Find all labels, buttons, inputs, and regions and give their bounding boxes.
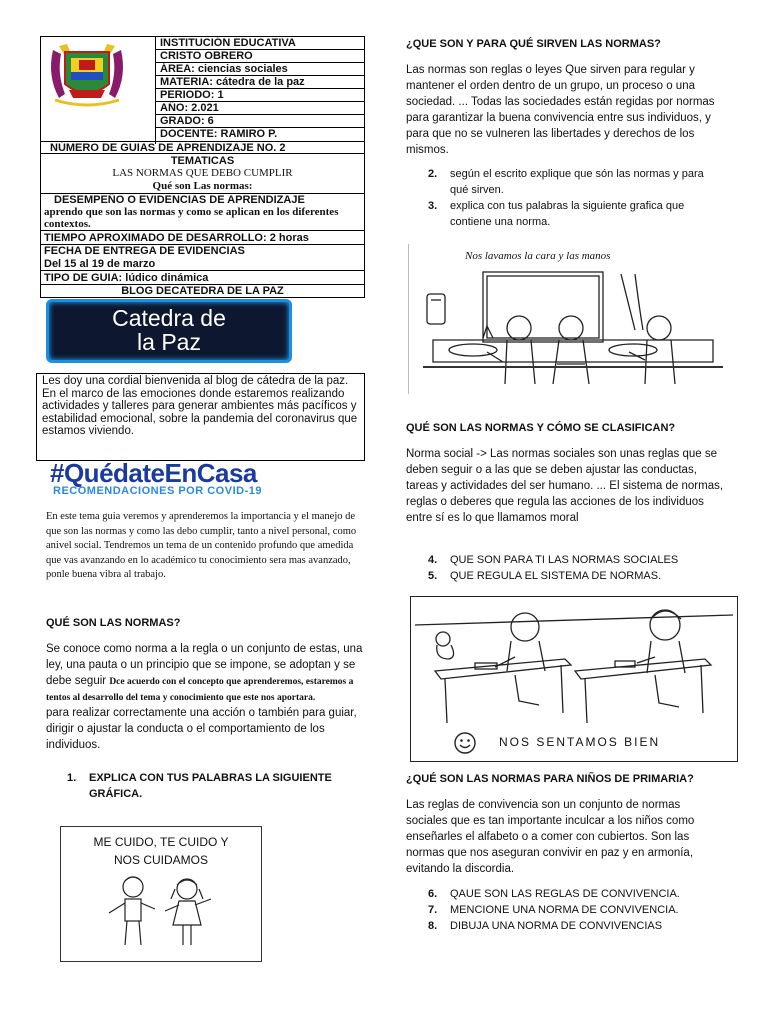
sentamos-image — [410, 596, 738, 762]
sentamos-caption: NOS SENTAMOS BIEN — [499, 735, 661, 749]
right-heading-1: ¿QUE SON Y PARA QUÉ SIRVEN LAS NORMAS? — [406, 38, 661, 50]
question-2: 2. según el escrito explique que són las normas y para qué sirven. — [428, 168, 704, 196]
question-7: 7. MENCIONE UNA NORMA DE CONVIVENCIA. — [428, 904, 679, 916]
catedra-banner — [46, 299, 292, 363]
definition-text: Se conoce como norma a la regla o un conjunto de estas, una ley, una pauta o un principio que se impone, se adoptan y se debe seguir — [46, 643, 363, 687]
tema-2: Qué son Las normas: — [152, 180, 253, 192]
desempeno-text: aprendo que son las normas y como se aplican en los diferentes contextos. — [44, 206, 339, 230]
school-logo — [45, 40, 130, 108]
fecha-valor: Del 15 al 19 de marzo — [44, 258, 156, 270]
intro-text: En este tema guia veremos y aprenderemos la importancia y el manejo de que son las normas y como las debo cumplir, tanto a nivel personal, como anivel social. Tendremos un tema de un contenido profundo que amedida que vas avanzando en lo académico tu conocimiento sera mas avanzado, ponle buena vibra al trabajo. — [46, 511, 357, 580]
definition-bold-note: Dce acuerdo con el concepto que aprenderemos, estaremos a tentos al desarrollo del tema y conocimiento que este nos aportara. — [46, 677, 354, 703]
question-8: 8. DIBUJA UNA NORMA DE CONVIVENCIAS — [428, 920, 663, 932]
welcome-text: Les doy una cordial bienvenida al blog de cátedra de la paz. En el marco de las emociones donde estaremos realizando actividades y talleres para generar ambientes más pacíficos y estabilidad emocional, sobre la pandemia del coronavirus que estamos viviendo. — [42, 375, 358, 437]
me-cuido-caption-1: ME CUIDO, TE CUIDO Y — [93, 835, 229, 849]
tiempo-field: TIEMPO APROXIMADO DE DESARROLLO: 2 horas — [44, 232, 309, 244]
washing-drawing — [423, 266, 723, 390]
banner-line-1: Catedra de — [112, 305, 226, 331]
question-5: 5. QUE REGULA EL SISTEMA DE NORMAS. — [428, 570, 662, 582]
blog-title: BLOG DECATEDRA DE LA PAZ — [121, 285, 284, 297]
questions-4-5 — [428, 552, 724, 584]
smiley-icon — [453, 731, 477, 755]
right-heading-3: ¿QUÉ SON LAS NORMAS PARA NIÑOS DE PRIMARIA? — [406, 773, 694, 785]
lavamos-image — [408, 244, 729, 394]
covid-subtitle: RECOMENDACIONES POR COVID-19 — [53, 485, 262, 497]
right-paragraph-3: Las reglas de convivencia son un conjunto de normas sociales que es tan importante inculcar a los niños como enseñarles el alfabeto o a comer con cubiertos. Son las normas que nos aseguran convivir en paz y en armonía, evitando la discordia. — [406, 799, 695, 875]
welcome-box — [36, 373, 365, 461]
right-paragraph-2: Norma social -> Las normas sociales son unas reglas que se deben seguir o a las que se deben ajustar las conductas, tareas y actividades del ser humano. ... El sistema de normas, reglas o deberes que regula las acciones de los individuos entre sí es lo que llamamos moral — [406, 448, 724, 524]
q1-text: EXPLICA CON TUS PALABRAS LA SIGUIENTE GRÁFICA. — [89, 772, 332, 800]
fecha-label: FECHA DE ENTREGA DE EVIDENCIAS — [44, 245, 245, 257]
right-heading-2: QUÉ SON LAS NORMAS Y CÓMO SE CLASIFICAN? — [406, 422, 676, 434]
question-1 — [67, 770, 357, 802]
left-question-title: QUÉ SON LAS NORMAS? — [46, 617, 181, 629]
periodo-field: PERIODO: 1 — [160, 89, 224, 101]
left-definition — [46, 641, 366, 753]
school-name: CRISTO OBRERO — [160, 50, 253, 62]
right-paragraph-1: Las normas son reglas o leyes Que sirven para regular y mantener el orden dentro de un grupo, un proceso o una sociedad. ... Todas las sociedades están regidas por normas para garantizar la buena convivencia entre sus individuos, y para que no se vulneren las libertades y derechos de los mismos. — [406, 64, 715, 156]
tematicas-label: TEMATICAS — [170, 155, 235, 167]
anio-field: AÑO: 2.021 — [160, 102, 219, 114]
children-drawing — [91, 873, 231, 959]
classroom-drawing — [415, 601, 733, 727]
question-3: 3. explica con tus palabras la siguiente grafica que contiene una norma. — [428, 200, 685, 228]
covid-hashtag: #QuédateEnCasa — [50, 458, 257, 488]
definition-continuation: para realizar correctamente una acción o también para guiar, dirigir o ajustar la conducta o el comportamiento de los individuos. — [46, 707, 357, 751]
me-cuido-image — [60, 826, 262, 962]
materia-field: MATERIA: cátedra de la paz — [160, 76, 305, 88]
tipo-guia: TIPO DE GUIA: lúdico dinámica — [44, 272, 209, 284]
guia-numero: NÚMERO DE GUIAS DE APRENDIZAJE NO. 2 — [50, 142, 286, 154]
question-6: 6. QAUE SON LAS REGLAS DE CONVIVENCIA. — [428, 888, 680, 900]
tema-1: LAS NORMAS QUE DEBO CUMPLIR — [112, 167, 293, 179]
grado-field: GRADO: 6 — [160, 115, 214, 127]
desempeno-label: DESEMPEÑO O EVIDENCIAS DE APRENDIZAJE — [54, 194, 305, 206]
questions-6-8 — [428, 886, 724, 934]
me-cuido-caption-2: NOS CUIDAMOS — [113, 853, 208, 867]
q1-number: 1. — [67, 772, 77, 784]
question-4: 4. QUE SON PARA TI LAS NORMAS SOCIALES — [428, 554, 679, 566]
institution-label: INSTITUCIÓN EDUCATIVA — [160, 37, 296, 49]
area-field: ÁREA: ciencias sociales — [160, 63, 288, 75]
questions-2-3 — [428, 166, 724, 230]
docente-field: DOCENTE: RAMIRO P. — [160, 128, 278, 140]
banner-line-2: la Paz — [137, 329, 201, 355]
lavamos-caption: Nos lavamos la cara y las manos — [465, 250, 611, 262]
